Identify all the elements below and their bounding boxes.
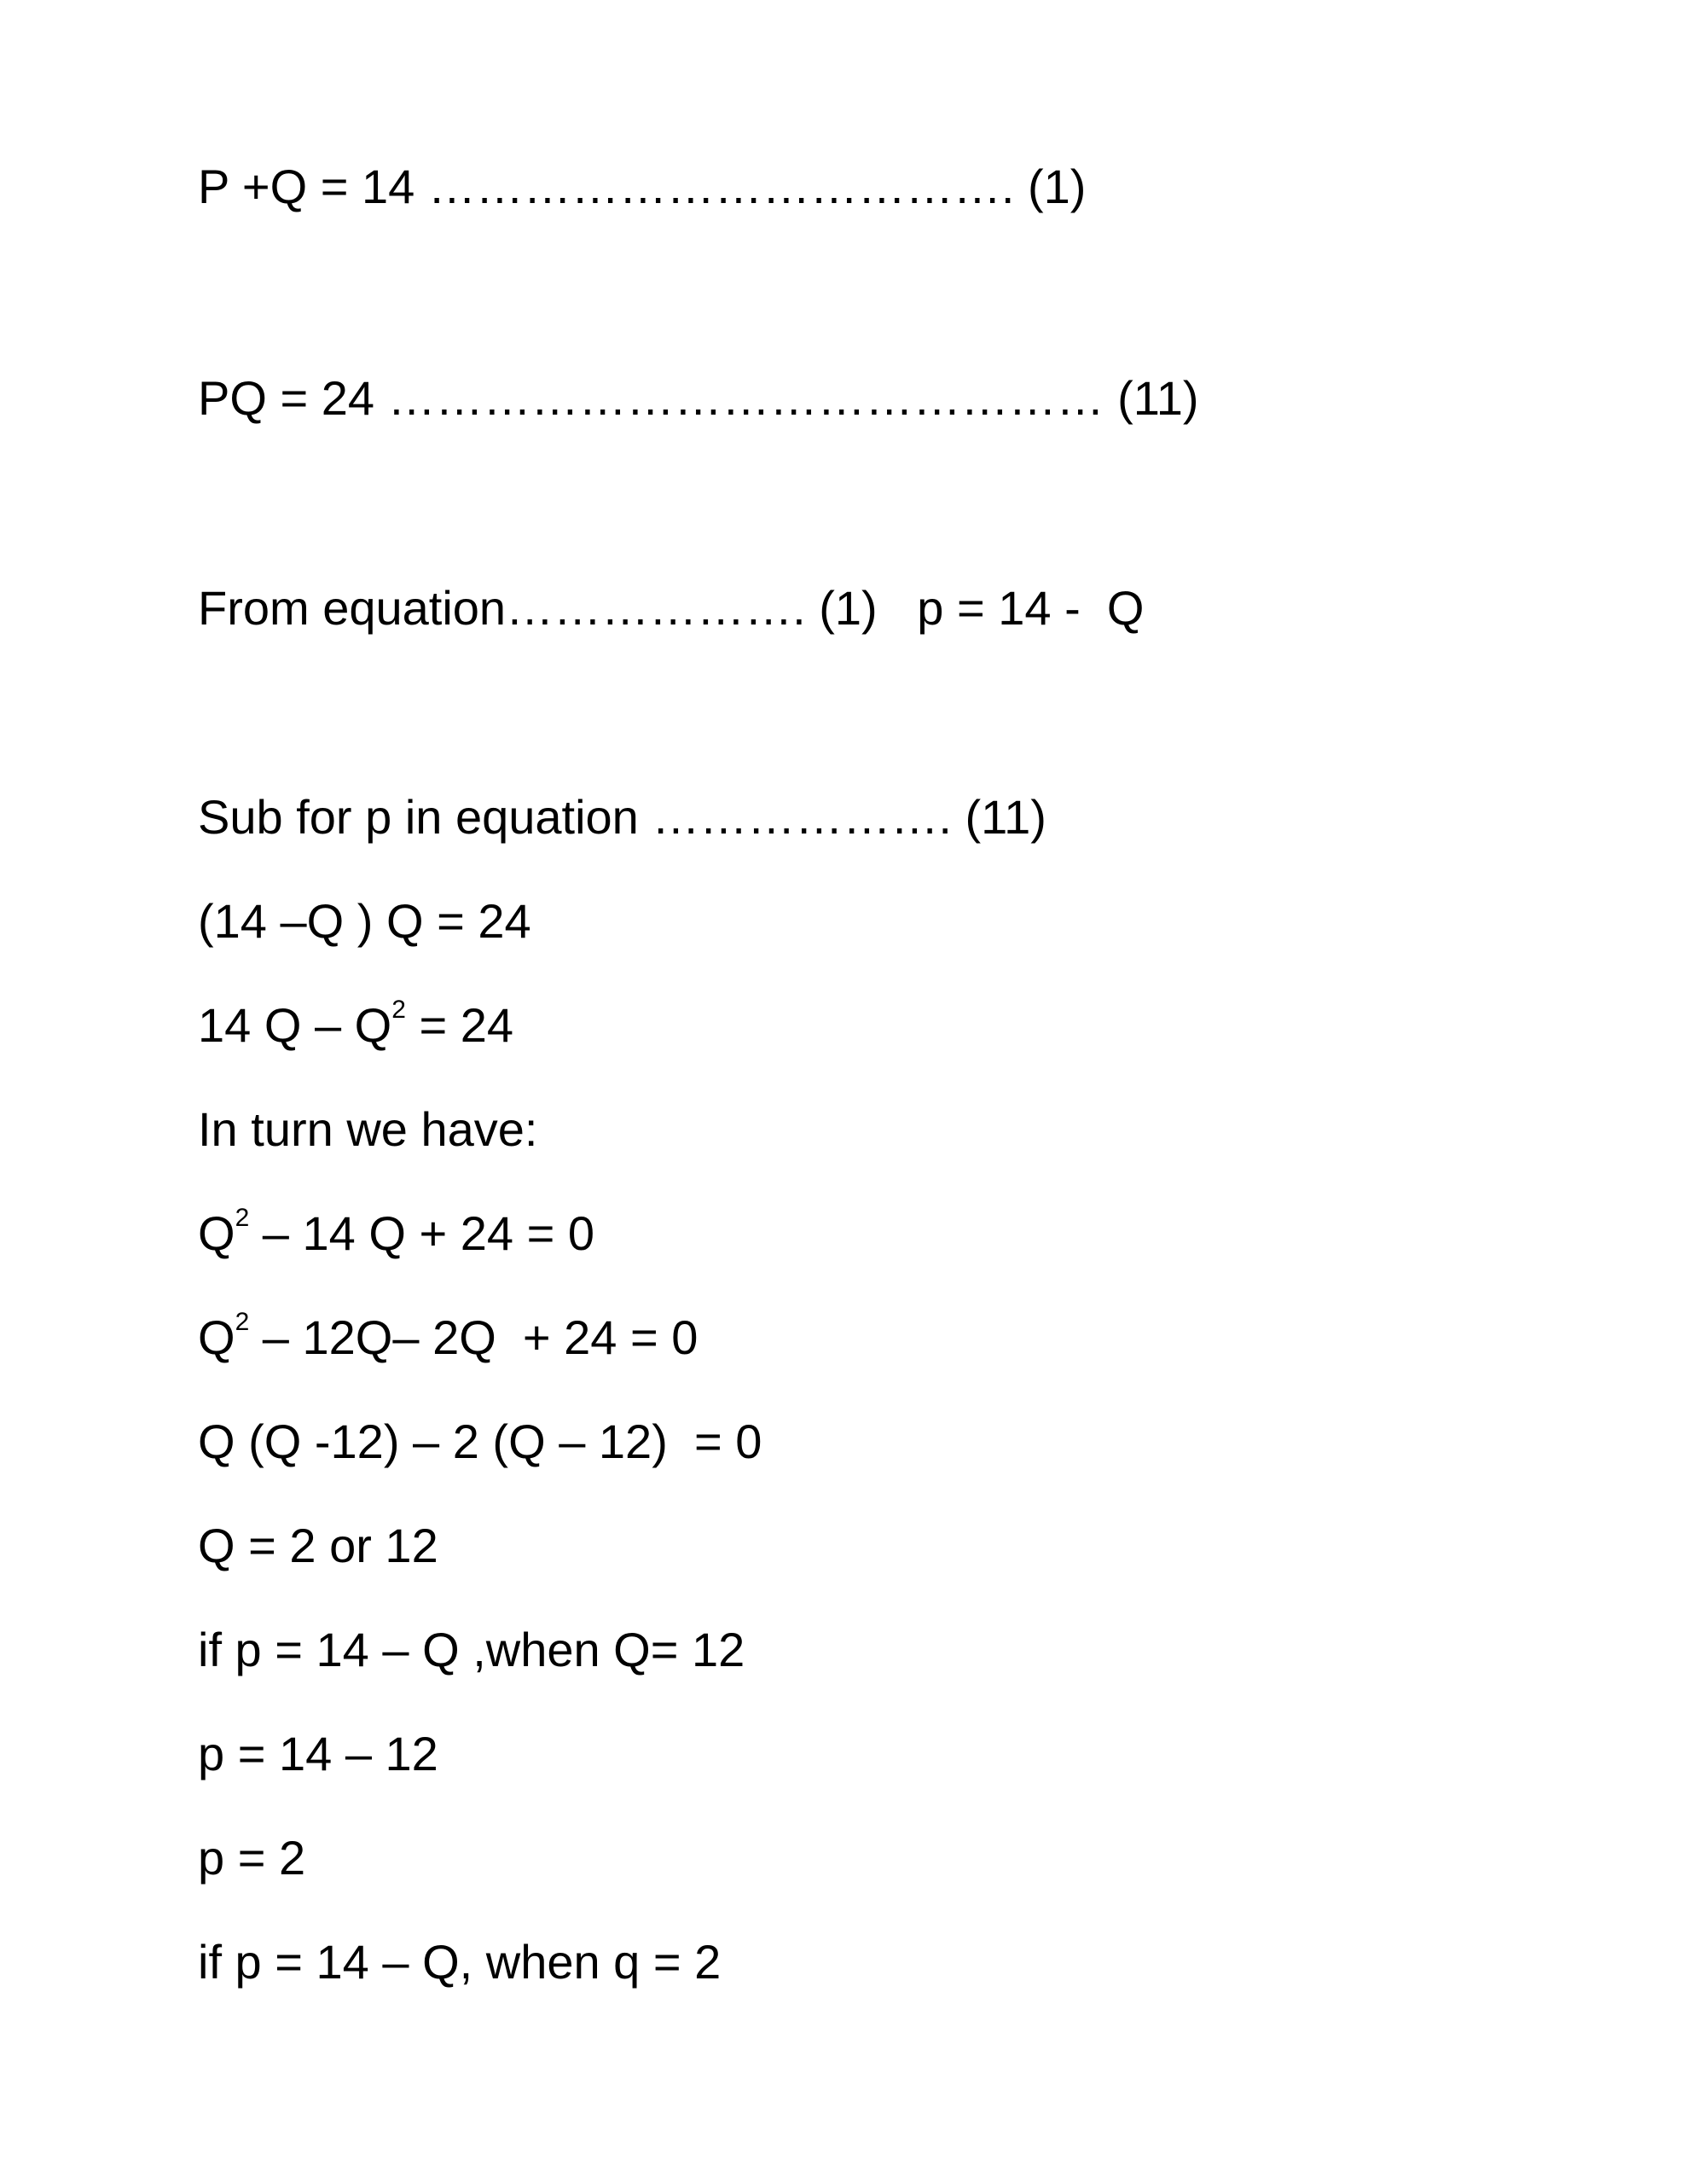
exponent: 2	[235, 1204, 250, 1233]
equation-line-1: P +Q = 14 ………………………………. (1)	[198, 160, 1087, 213]
derivation-line-case-q2: if p = 14 – Q, when q = 2	[198, 1935, 722, 1989]
derivation-line-split	[198, 1307, 698, 1368]
line-suffix: – 12Q– 2Q + 24 = 0	[249, 1310, 699, 1364]
line-prefix: 14 Q – Q	[198, 998, 392, 1052]
line-suffix: = 24	[405, 998, 514, 1052]
derivation-line-expanded	[198, 995, 513, 1056]
line-prefix: Q	[198, 1310, 235, 1364]
exponent: 2	[235, 1308, 250, 1337]
derivation-line-from-equation: From equation………………. (1) p = 14 - Q	[198, 581, 1145, 635]
derivation-line-quadratic	[198, 1203, 594, 1264]
derivation-line-solutions: Q = 2 or 12	[198, 1519, 438, 1572]
derivation-line-p-subtract: p = 14 – 12	[198, 1727, 438, 1780]
derivation-line-factored: Q (Q -12) – 2 (Q – 12) = 0	[198, 1414, 762, 1468]
derivation-line-p-result: p = 2	[198, 1831, 306, 1885]
derivation-line-in-turn: In turn we have:	[198, 1102, 538, 1156]
exponent: 2	[391, 996, 406, 1025]
line-prefix: Q	[198, 1206, 235, 1260]
line-suffix: – 14 Q + 24 = 0	[249, 1206, 594, 1260]
derivation-line-substitute: Sub for p in equation ………………. (11)	[198, 790, 1046, 844]
derivation-line-case-q12: if p = 14 – Q ,when Q= 12	[198, 1623, 745, 1676]
equation-line-2: PQ = 24 ……………………………………… (11)	[198, 371, 1199, 425]
derivation-line-product: (14 –Q ) Q = 24	[198, 894, 531, 948]
